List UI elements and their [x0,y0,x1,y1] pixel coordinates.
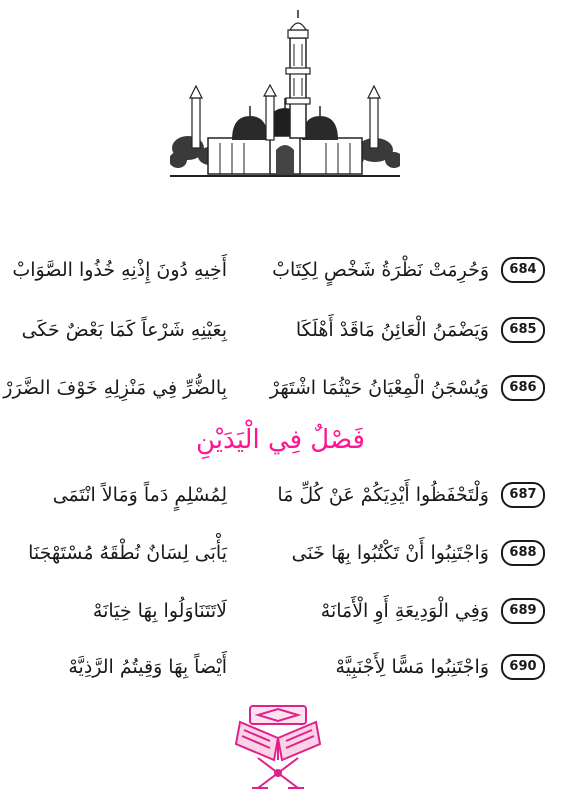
verse-second-hemistich: بِالضُّرِّ فِي مَنْزِلِهِ خَوْفَ الضَّرَرْ [3,377,227,399]
verse-number: 690 [501,654,545,680]
verse-first-hemistich: وَفِي الْوَدِيعَةِ أَوِ الْأَمَانَهْ [320,600,489,622]
verse-688 [0,536,561,572]
verse-first-hemistich: وَاجْتَنِبُوا مَسًّا لِأَجْنَبِيَّهْ [335,656,489,678]
verse-second-hemistich: لِمُسْلِمٍ دَماً وَمَالاً انْتَمَى [52,484,227,506]
verse-first-hemistich: وَلْتَحْفَظُوا أَيْدِيَكُمْ عَنْ كُلِّ مَا [277,484,489,506]
verse-first-hemistich: وَيَضْمَنُ الْعَائِنُ مَاقَدْ أَهْلَكَا [295,319,489,341]
verse-685 [0,313,561,349]
verse-second-hemistich: أَيْضاً بِهَا وَقِيتُمُ الرَّذِيَّهْ [68,656,227,678]
verse-second-hemistich: يَأْبَى لِسَانٌ نُطْقَهُ مُسْتَهْجَنَا [28,542,227,564]
verse-689 [0,594,561,630]
verse-second-hemistich: بِعَيْنِهِ شَرْعاً كَمَا بَعْضٌ حَكَى [21,319,227,341]
verse-first-hemistich: وَحُرِمَتْ نَظْرَةُ شَخْصٍ لِكِتَابْ [272,259,489,281]
verse-second-hemistich: لَاتَتَنَاوَلُوا بِهَا خِيَانَهْ [92,600,227,622]
verse-684 [0,253,561,289]
verse-number: 687 [501,482,545,508]
verse-number: 688 [501,540,545,566]
verse-number: 686 [501,375,545,401]
verse-687 [0,478,561,514]
verse-686 [0,371,561,407]
verse-first-hemistich: وَيُسْجَنُ الْمِعْيَانُ حَيْثُمَا اشْتَهَرْ [269,377,489,399]
quran-on-stand-icon [228,698,328,794]
verse-second-hemistich: أَخِيهِ دُونَ إِذْنِهِ خُذُوا الصَّوَابْ [12,259,227,281]
verse-number: 685 [501,317,545,343]
mosque-icon [170,8,400,183]
section-heading: فَصْلٌ فِي الْيَدَيْنِ [196,425,365,455]
verse-690 [0,650,561,686]
verse-number: 689 [501,598,545,624]
verse-number: 684 [501,257,545,283]
verse-first-hemistich: وَاجْتَنِبُوا أَنْ تَكْتُبُوا بِهَا خَنَى [291,542,489,564]
